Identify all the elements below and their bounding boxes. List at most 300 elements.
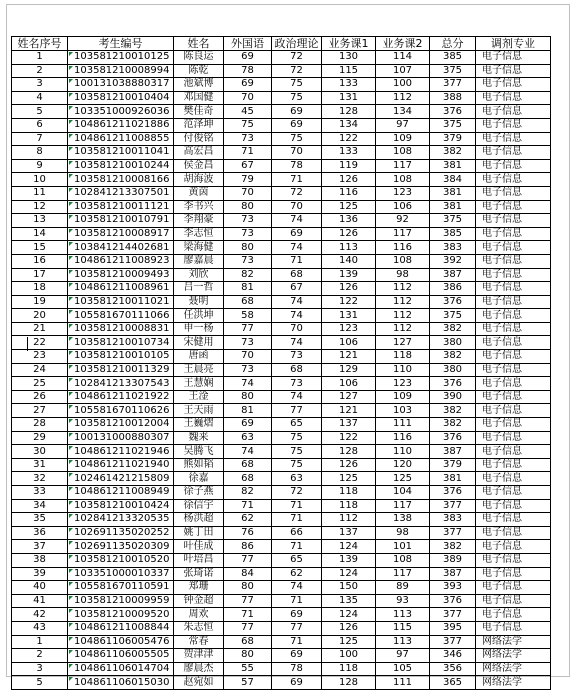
cell-politics[interactable]: 71: [272, 254, 322, 268]
cell-course-1[interactable]: 121: [322, 404, 376, 418]
cell-major[interactable]: 电子信息: [476, 227, 551, 241]
cell-course-1[interactable]: 131: [322, 309, 376, 323]
cell-major[interactable]: 电子信息: [476, 445, 551, 459]
cell-course-2[interactable]: 108: [376, 146, 430, 160]
cell-politics[interactable]: 75: [272, 78, 322, 92]
cell-course-1[interactable]: 136: [322, 214, 376, 228]
cell-major[interactable]: 电子信息: [476, 404, 551, 418]
cell-seq[interactable]: 42: [12, 608, 68, 622]
cell-seq[interactable]: 2: [12, 649, 68, 663]
cell-seq[interactable]: 33: [12, 486, 68, 500]
cell-exam-id[interactable]: 102691135020309: [68, 540, 174, 554]
cell-seq[interactable]: 21: [12, 322, 68, 336]
cell-major[interactable]: 网络法学: [476, 662, 551, 676]
cell-name[interactable]: 申一杨: [174, 322, 224, 336]
cell-major[interactable]: 电子信息: [476, 200, 551, 214]
cell-course-2[interactable]: 120: [376, 458, 430, 472]
cell-name[interactable]: 王晨亮: [174, 363, 224, 377]
header-politics[interactable]: 政治理论: [272, 37, 322, 51]
cell-total[interactable]: 382: [430, 350, 476, 364]
cell-name[interactable]: 钟金超: [174, 594, 224, 608]
cell-course-2[interactable]: 100: [376, 78, 430, 92]
cell-name[interactable]: 聂明: [174, 295, 224, 309]
cell-name[interactable]: 唐函: [174, 350, 224, 364]
cell-politics[interactable]: 75: [272, 132, 322, 146]
cell-exam-id[interactable]: 103581210010734: [68, 336, 174, 350]
cell-course-1[interactable]: 106: [322, 377, 376, 391]
cell-major[interactable]: 电子信息: [476, 513, 551, 527]
cell-course-2[interactable]: 108: [376, 553, 430, 567]
cell-course-2[interactable]: 112: [376, 282, 430, 296]
cell-total[interactable]: 380: [430, 363, 476, 377]
cell-total[interactable]: 395: [430, 621, 476, 635]
cell-major[interactable]: 电子信息: [476, 51, 551, 65]
cell-exam-id[interactable]: 104861106005476: [68, 635, 174, 649]
cell-course-1[interactable]: 118: [322, 499, 376, 513]
cell-exam-id[interactable]: 104861211008923: [68, 254, 174, 268]
cell-total[interactable]: 376: [430, 486, 476, 500]
cell-foreign-language[interactable]: 73: [224, 254, 272, 268]
cell-foreign-language[interactable]: 75: [224, 118, 272, 132]
cell-course-1[interactable]: 139: [322, 553, 376, 567]
cell-politics[interactable]: 73: [272, 377, 322, 391]
cell-politics[interactable]: 77: [272, 404, 322, 418]
cell-course-1[interactable]: 119: [322, 159, 376, 173]
cell-total[interactable]: 375: [430, 214, 476, 228]
cell-politics[interactable]: 71: [272, 173, 322, 187]
cell-foreign-language[interactable]: 57: [224, 676, 272, 690]
cell-seq[interactable]: 13: [12, 214, 68, 228]
cell-foreign-language[interactable]: 67: [224, 159, 272, 173]
cell-major[interactable]: 电子信息: [476, 567, 551, 581]
cell-course-2[interactable]: 110: [376, 363, 430, 377]
cell-exam-id[interactable]: 103581210011121: [68, 200, 174, 214]
cell-exam-id[interactable]: 103581210009959: [68, 594, 174, 608]
cell-course-1[interactable]: 124: [322, 608, 376, 622]
cell-name[interactable]: 宋健用: [174, 336, 224, 350]
cell-course-2[interactable]: 115: [376, 621, 430, 635]
cell-name[interactable]: 侯金昌: [174, 159, 224, 173]
cell-seq[interactable]: 39: [12, 567, 68, 581]
cell-major[interactable]: 电子信息: [476, 350, 551, 364]
cell-course-1[interactable]: 121: [322, 350, 376, 364]
cell-course-2[interactable]: 134: [376, 105, 430, 119]
cell-total[interactable]: 365: [430, 676, 476, 690]
cell-name[interactable]: 杨洪超: [174, 513, 224, 527]
cell-exam-id[interactable]: 103351000010337: [68, 567, 174, 581]
cell-total[interactable]: 382: [430, 418, 476, 432]
cell-name[interactable]: 廖晨杰: [174, 662, 224, 676]
cell-exam-id[interactable]: 102841213307543: [68, 377, 174, 391]
cell-course-2[interactable]: 97: [376, 118, 430, 132]
cell-course-2[interactable]: 98: [376, 526, 430, 540]
cell-course-2[interactable]: 98: [376, 268, 430, 282]
cell-course-1[interactable]: 124: [322, 540, 376, 554]
cell-major[interactable]: 电子信息: [476, 608, 551, 622]
cell-course-2[interactable]: 123: [376, 377, 430, 391]
cell-course-1[interactable]: 122: [322, 431, 376, 445]
cell-course-2[interactable]: 97: [376, 649, 430, 663]
cell-total[interactable]: 376: [430, 105, 476, 119]
header-major[interactable]: 调剂专业: [476, 37, 551, 51]
cell-course-1[interactable]: 137: [322, 418, 376, 432]
cell-course-1[interactable]: 134: [322, 118, 376, 132]
cell-major[interactable]: 电子信息: [476, 472, 551, 486]
cell-exam-id[interactable]: 103581210010404: [68, 91, 174, 105]
cell-course-1[interactable]: 127: [322, 390, 376, 404]
cell-foreign-language[interactable]: 63: [224, 431, 272, 445]
cell-name[interactable]: 高宏昌: [174, 146, 224, 160]
cell-course-2[interactable]: 117: [376, 499, 430, 513]
cell-name[interactable]: 付俊铭: [174, 132, 224, 146]
cell-foreign-language[interactable]: 68: [224, 458, 272, 472]
cell-exam-id[interactable]: 103581210010244: [68, 159, 174, 173]
cell-politics[interactable]: 74: [272, 390, 322, 404]
cell-total[interactable]: 356: [430, 662, 476, 676]
cell-foreign-language[interactable]: 78: [224, 64, 272, 78]
cell-exam-id[interactable]: 104861106014704: [68, 662, 174, 676]
cell-total[interactable]: 382: [430, 404, 476, 418]
cell-politics[interactable]: 65: [272, 418, 322, 432]
cell-course-1[interactable]: 115: [322, 64, 376, 78]
cell-major[interactable]: 电子信息: [476, 581, 551, 595]
cell-major[interactable]: 电子信息: [476, 431, 551, 445]
cell-name[interactable]: 王天雨: [174, 404, 224, 418]
cell-seq[interactable]: 27: [12, 404, 68, 418]
cell-name[interactable]: 陈乾: [174, 64, 224, 78]
cell-total[interactable]: 377: [430, 499, 476, 513]
cell-name[interactable]: 常春: [174, 635, 224, 649]
cell-course-1[interactable]: 126: [322, 621, 376, 635]
cell-name[interactable]: 范泽坤: [174, 118, 224, 132]
cell-exam-id[interactable]: 103581210011021: [68, 295, 174, 309]
cell-name[interactable]: 王淦: [174, 390, 224, 404]
cell-course-2[interactable]: 109: [376, 132, 430, 146]
cell-foreign-language[interactable]: 73: [224, 227, 272, 241]
cell-name[interactable]: 吕一哲: [174, 282, 224, 296]
cell-total[interactable]: 381: [430, 200, 476, 214]
cell-total[interactable]: 382: [430, 540, 476, 554]
cell-major[interactable]: 电子信息: [476, 295, 551, 309]
cell-exam-id[interactable]: 105581670110626: [68, 404, 174, 418]
cell-exam-id[interactable]: 104861211008844: [68, 621, 174, 635]
cell-major[interactable]: 电子信息: [476, 132, 551, 146]
cell-politics[interactable]: 71: [272, 499, 322, 513]
cell-course-2[interactable]: 104: [376, 486, 430, 500]
cell-politics[interactable]: 74: [272, 214, 322, 228]
cell-foreign-language[interactable]: 86: [224, 540, 272, 554]
cell-politics[interactable]: 65: [272, 553, 322, 567]
cell-major[interactable]: 电子信息: [476, 241, 551, 255]
cell-name[interactable]: 贺津津: [174, 649, 224, 663]
cell-exam-id[interactable]: 103581210010791: [68, 214, 174, 228]
cell-name[interactable]: 熊如韬: [174, 458, 224, 472]
cell-total[interactable]: 376: [430, 594, 476, 608]
cell-total[interactable]: 387: [430, 268, 476, 282]
cell-total[interactable]: 385: [430, 51, 476, 65]
cell-seq[interactable]: 3: [12, 662, 68, 676]
cell-course-2[interactable]: 117: [376, 567, 430, 581]
cell-major[interactable]: 电子信息: [476, 553, 551, 567]
cell-major[interactable]: 电子信息: [476, 146, 551, 160]
cell-major[interactable]: 电子信息: [476, 254, 551, 268]
cell-exam-id[interactable]: 105581670110591: [68, 581, 174, 595]
cell-seq[interactable]: 10: [12, 173, 68, 187]
cell-foreign-language[interactable]: 62: [224, 513, 272, 527]
cell-name[interactable]: 李翔豪: [174, 214, 224, 228]
cell-total[interactable]: 376: [430, 431, 476, 445]
cell-course-1[interactable]: 126: [322, 227, 376, 241]
cell-exam-id[interactable]: 104861211008855: [68, 132, 174, 146]
cell-name[interactable]: 黄茵: [174, 186, 224, 200]
cell-course-2[interactable]: 105: [376, 662, 430, 676]
cell-major[interactable]: 网络法学: [476, 635, 551, 649]
cell-seq[interactable]: 11: [12, 186, 68, 200]
cell-exam-id[interactable]: 104861211008949: [68, 486, 174, 500]
cell-exam-id[interactable]: 105581670111066: [68, 309, 174, 323]
cell-total[interactable]: 377: [430, 608, 476, 622]
cell-foreign-language[interactable]: 81: [224, 282, 272, 296]
cell-seq[interactable]: 40: [12, 581, 68, 595]
cell-name[interactable]: 徐信宇: [174, 499, 224, 513]
cell-total[interactable]: 384: [430, 173, 476, 187]
cell-name[interactable]: 池斌博: [174, 78, 224, 92]
cell-course-1[interactable]: 135: [322, 594, 376, 608]
cell-course-2[interactable]: 101: [376, 540, 430, 554]
cell-course-1[interactable]: 112: [322, 513, 376, 527]
cell-seq[interactable]: 3: [12, 78, 68, 92]
cell-foreign-language[interactable]: 84: [224, 567, 272, 581]
cell-seq[interactable]: 38: [12, 553, 68, 567]
cell-foreign-language[interactable]: 77: [224, 621, 272, 635]
cell-course-1[interactable]: 124: [322, 567, 376, 581]
cell-exam-id[interactable]: 103581210008166: [68, 173, 174, 187]
cell-foreign-language[interactable]: 81: [224, 404, 272, 418]
cell-exam-id[interactable]: 102841213320535: [68, 513, 174, 527]
cell-politics[interactable]: 68: [272, 268, 322, 282]
cell-foreign-language[interactable]: 69: [224, 51, 272, 65]
cell-major[interactable]: 电子信息: [476, 309, 551, 323]
cell-exam-id[interactable]: 103581210008994: [68, 64, 174, 78]
cell-course-1[interactable]: 133: [322, 146, 376, 160]
cell-total[interactable]: 382: [430, 322, 476, 336]
cell-seq[interactable]: 32: [12, 472, 68, 486]
cell-name[interactable]: 陈良运: [174, 51, 224, 65]
cell-major[interactable]: 电子信息: [476, 486, 551, 500]
cell-course-1[interactable]: 130: [322, 51, 376, 65]
cell-name[interactable]: 樊佳奇: [174, 105, 224, 119]
cell-course-1[interactable]: 122: [322, 132, 376, 146]
cell-seq[interactable]: 37: [12, 540, 68, 554]
cell-seq[interactable]: 19: [12, 295, 68, 309]
cell-foreign-language[interactable]: 80: [224, 390, 272, 404]
header-course-2[interactable]: 业务课2: [376, 37, 430, 51]
cell-course-1[interactable]: 128: [322, 105, 376, 119]
cell-major[interactable]: 电子信息: [476, 499, 551, 513]
cell-exam-id[interactable]: 104861211021886: [68, 118, 174, 132]
cell-foreign-language[interactable]: 69: [224, 418, 272, 432]
cell-foreign-language[interactable]: 82: [224, 486, 272, 500]
cell-name[interactable]: 魏来: [174, 431, 224, 445]
cell-name[interactable]: 王慧娴: [174, 377, 224, 391]
cell-course-2[interactable]: 92: [376, 214, 430, 228]
cell-name[interactable]: 廖嘉晨: [174, 254, 224, 268]
cell-major[interactable]: 电子信息: [476, 159, 551, 173]
cell-politics[interactable]: 72: [272, 186, 322, 200]
cell-total[interactable]: 346: [430, 649, 476, 663]
cell-politics[interactable]: 72: [272, 486, 322, 500]
cell-course-1[interactable]: 129: [322, 363, 376, 377]
cell-name[interactable]: 叶培昌: [174, 553, 224, 567]
cell-course-1[interactable]: 122: [322, 295, 376, 309]
cell-course-2[interactable]: 113: [376, 635, 430, 649]
cell-course-1[interactable]: 150: [322, 581, 376, 595]
header-course-1[interactable]: 业务课1: [322, 37, 376, 51]
cell-total[interactable]: 381: [430, 472, 476, 486]
cell-foreign-language[interactable]: 77: [224, 553, 272, 567]
cell-course-2[interactable]: 106: [376, 200, 430, 214]
cell-total[interactable]: 382: [430, 146, 476, 160]
cell-foreign-language[interactable]: 71: [224, 146, 272, 160]
cell-course-2[interactable]: 116: [376, 241, 430, 255]
cell-politics[interactable]: 74: [272, 295, 322, 309]
cell-seq[interactable]: 8: [12, 146, 68, 160]
cell-course-2[interactable]: 117: [376, 227, 430, 241]
cell-politics[interactable]: 69: [272, 227, 322, 241]
cell-politics[interactable]: 72: [272, 51, 322, 65]
cell-major[interactable]: 网络法学: [476, 676, 551, 690]
cell-seq[interactable]: 5: [12, 676, 68, 690]
cell-politics[interactable]: 70: [272, 322, 322, 336]
cell-major[interactable]: 电子信息: [476, 540, 551, 554]
cell-exam-id[interactable]: 103581210010105: [68, 350, 174, 364]
cell-total[interactable]: 383: [430, 241, 476, 255]
cell-total[interactable]: 387: [430, 567, 476, 581]
cell-major[interactable]: 电子信息: [476, 105, 551, 119]
cell-course-2[interactable]: 123: [376, 186, 430, 200]
cell-course-2[interactable]: 107: [376, 64, 430, 78]
cell-exam-id[interactable]: 104861211021922: [68, 390, 174, 404]
cell-politics[interactable]: 67: [272, 282, 322, 296]
cell-politics[interactable]: 73: [272, 350, 322, 364]
cell-foreign-language[interactable]: 80: [224, 200, 272, 214]
cell-total[interactable]: 375: [430, 64, 476, 78]
cell-major[interactable]: 电子信息: [476, 64, 551, 78]
cell-total[interactable]: 377: [430, 78, 476, 92]
cell-course-2[interactable]: 93: [376, 594, 430, 608]
cell-seq[interactable]: 1: [12, 635, 68, 649]
cell-name[interactable]: 徐嘉: [174, 472, 224, 486]
cell-foreign-language[interactable]: 69: [224, 78, 272, 92]
cell-course-2[interactable]: 117: [376, 159, 430, 173]
cell-name[interactable]: 任洪坤: [174, 309, 224, 323]
cell-politics[interactable]: 77: [272, 621, 322, 635]
cell-course-1[interactable]: 118: [322, 486, 376, 500]
cell-major[interactable]: 电子信息: [476, 390, 551, 404]
cell-course-2[interactable]: 111: [376, 418, 430, 432]
cell-foreign-language[interactable]: 80: [224, 649, 272, 663]
cell-major[interactable]: 电子信息: [476, 377, 551, 391]
cell-seq[interactable]: 43: [12, 621, 68, 635]
cell-politics[interactable]: 69: [272, 118, 322, 132]
cell-course-1[interactable]: 106: [322, 336, 376, 350]
cell-major[interactable]: 电子信息: [476, 214, 551, 228]
cell-course-2[interactable]: 113: [376, 608, 430, 622]
cell-course-1[interactable]: 128: [322, 676, 376, 690]
cell-politics[interactable]: 75: [272, 458, 322, 472]
cell-course-2[interactable]: 89: [376, 581, 430, 595]
cell-course-2[interactable]: 109: [376, 390, 430, 404]
header-exam-id[interactable]: 考生编号: [68, 37, 174, 51]
cell-exam-id[interactable]: 104861106005505: [68, 649, 174, 663]
cell-exam-id[interactable]: 104861106015030: [68, 676, 174, 690]
cell-exam-id[interactable]: 103581210010424: [68, 499, 174, 513]
cell-seq[interactable]: 6: [12, 118, 68, 132]
cell-politics[interactable]: 72: [272, 64, 322, 78]
cell-exam-id[interactable]: 103581210011041: [68, 146, 174, 160]
cell-exam-id[interactable]: 103581210012004: [68, 418, 174, 432]
cell-foreign-language[interactable]: 77: [224, 322, 272, 336]
cell-politics[interactable]: 74: [272, 241, 322, 255]
cell-course-2[interactable]: 111: [376, 676, 430, 690]
cell-name[interactable]: 张琦诺: [174, 567, 224, 581]
cell-major[interactable]: 电子信息: [476, 322, 551, 336]
cell-name[interactable]: 李志恒: [174, 227, 224, 241]
cell-major[interactable]: 电子信息: [476, 173, 551, 187]
cell-course-1[interactable]: 133: [322, 78, 376, 92]
cell-major[interactable]: 电子信息: [476, 268, 551, 282]
cell-name[interactable]: 邓国健: [174, 91, 224, 105]
cell-major[interactable]: 电子信息: [476, 621, 551, 635]
cell-politics[interactable]: 74: [272, 309, 322, 323]
cell-foreign-language[interactable]: 76: [224, 526, 272, 540]
cell-politics[interactable]: 71: [272, 513, 322, 527]
cell-exam-id[interactable]: 100131000880307: [68, 431, 174, 445]
cell-politics[interactable]: 70: [272, 200, 322, 214]
cell-seq[interactable]: 34: [12, 499, 68, 513]
cell-seq[interactable]: 31: [12, 458, 68, 472]
cell-exam-id[interactable]: 103581210009493: [68, 268, 174, 282]
cell-foreign-language[interactable]: 73: [224, 214, 272, 228]
cell-major[interactable]: 电子信息: [476, 418, 551, 432]
cell-total[interactable]: 379: [430, 132, 476, 146]
cell-total[interactable]: 392: [430, 254, 476, 268]
cell-foreign-language[interactable]: 82: [224, 268, 272, 282]
cell-seq[interactable]: 14: [12, 227, 68, 241]
cell-major[interactable]: 电子信息: [476, 78, 551, 92]
cell-politics[interactable]: 74: [272, 581, 322, 595]
cell-course-2[interactable]: 116: [376, 431, 430, 445]
cell-total[interactable]: 381: [430, 159, 476, 173]
cell-total[interactable]: 383: [430, 513, 476, 527]
cell-major[interactable]: 电子信息: [476, 91, 551, 105]
cell-course-2[interactable]: 112: [376, 295, 430, 309]
cell-exam-id[interactable]: 103581210008917: [68, 227, 174, 241]
cell-course-1[interactable]: 125: [322, 472, 376, 486]
cell-politics[interactable]: 69: [272, 649, 322, 663]
cell-course-2[interactable]: 125: [376, 472, 430, 486]
cell-major[interactable]: 电子信息: [476, 118, 551, 132]
cell-exam-id[interactable]: 102691135020252: [68, 526, 174, 540]
cell-seq[interactable]: 36: [12, 526, 68, 540]
cell-total[interactable]: 377: [430, 526, 476, 540]
cell-exam-id[interactable]: 103581210008831: [68, 322, 174, 336]
cell-course-1[interactable]: 140: [322, 254, 376, 268]
cell-exam-id[interactable]: 104861211008961: [68, 282, 174, 296]
cell-seq[interactable]: 23: [12, 350, 68, 364]
cell-course-1[interactable]: 131: [322, 91, 376, 105]
cell-politics[interactable]: 63: [272, 472, 322, 486]
